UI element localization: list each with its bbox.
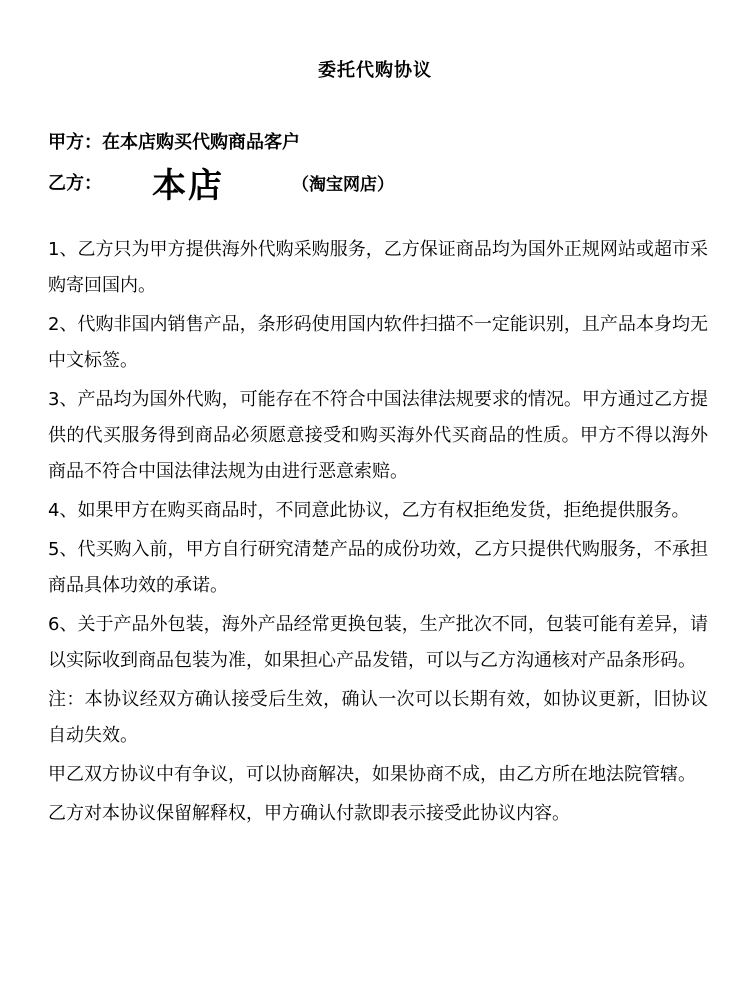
clause-6: 6、关于产品外包装，海外产品经常更换包装，生产批次不同，包装可能有差异，请以实际收到商品包装为准，如果担心产品发错，可以与乙方沟通核对产品条形码。 bbox=[48, 614, 708, 671]
clause-5: 5、代买购入前，甲方自行研究清楚产品的成份功效，乙方只提供代购服务，不承担商品具体功效的承诺。 bbox=[48, 539, 708, 596]
party-b-label: 乙方： bbox=[48, 173, 102, 194]
party-b-line bbox=[48, 160, 394, 204]
note-paragraph: 注：本协议经双方确认接受后生效，确认一次可以长期有效，如协议更新，旧协议自动失效。 bbox=[48, 689, 708, 746]
interpretation-paragraph: 乙方对本协议保留解释权，甲方确认付款即表示接受此协议内容。 bbox=[48, 803, 570, 824]
agreement-body bbox=[48, 232, 708, 835]
party-b-store-note: （淘宝网店） bbox=[292, 174, 394, 195]
dispute-paragraph: 甲乙双方协议中有争议，可以协商解决，如果协商不成，由乙方所在地法院管辖。 bbox=[48, 764, 696, 785]
clause-2: 2、代购非国内销售产品，条形码使用国内软件扫描不一定能识别，且产品本身均无中文标签。 bbox=[48, 314, 708, 371]
document-title: 委托代购协议 bbox=[318, 60, 432, 81]
party-a-line: 甲方：在本店购买代购商品客户 bbox=[48, 132, 300, 153]
clause-1: 1、乙方只为甲方提供海外代购采购服务，乙方保证商品均为国外正规网站或超市采购寄回国内。 bbox=[48, 239, 708, 296]
clause-3: 3、产品均为国外代购，可能存在不符合中国法律法规要求的情况。甲方通过乙方提供的代买服务得到商品必须愿意接受和购买海外代买商品的性质。甲方不得以海外商品不符合中国法律法规为由进行恶意索赔。 bbox=[48, 389, 708, 482]
party-b-store-name: 本店 bbox=[152, 165, 224, 206]
clause-4: 4、如果甲方在购买商品时，不同意此协议，乙方有权拒绝发货，拒绝提供服务。 bbox=[48, 500, 690, 521]
